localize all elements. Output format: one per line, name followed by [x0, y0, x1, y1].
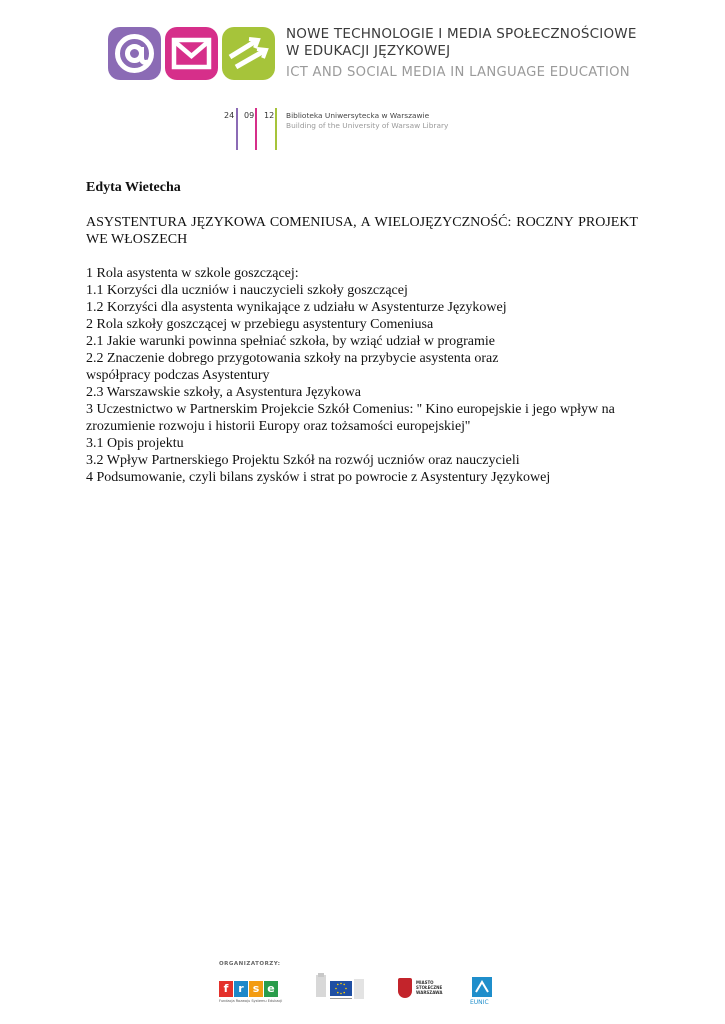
toc-item: 3 Uczestnictwo w Partnerskim Projekcie Szkół Comenius: '' Kino europejskie i jego wpływ na: [86, 402, 615, 417]
eunic-mark-icon: [472, 977, 492, 997]
conference-logo: [108, 27, 276, 80]
warsaw-city-logo: [398, 978, 448, 1004]
warsaw-crest-icon: [398, 978, 412, 998]
document-body: [86, 179, 638, 486]
toc-item: 2.3 Warszawskie szkoły, a Asystentura Językowa: [86, 385, 361, 400]
envelope-icon: [165, 27, 218, 80]
author-name: Edyta Wietecha: [86, 180, 181, 195]
eunic-label: EUNIC: [470, 999, 489, 1006]
toc-item: 2.2 Znaczenie dobrego przygotowania szkoły na przybycie asystenta oraz: [86, 351, 499, 366]
date-divider-green: [275, 108, 277, 150]
date-day: 24: [224, 111, 235, 120]
toc-item: współpracy podczas Asystentury: [86, 368, 270, 383]
toc-item: 3.2 Wpływ Partnerskiego Projektu Szkół na rozwój uczniów oraz nauczycieli: [86, 453, 520, 468]
frse-letter: r: [234, 981, 248, 997]
date-divider-purple: [236, 108, 238, 150]
toc-item: 1.2 Korzyści dla asystenta wynikające z udziału w Asystenturze Językowej: [86, 300, 507, 315]
frse-logo: [219, 979, 285, 1005]
date-divider-pink: [255, 108, 257, 150]
warsaw-city-text: MIASTO STOŁECZNE WARSZAWA: [416, 980, 443, 995]
frse-subtitle: Fundacja Rozwoju Systemu Edukacji: [219, 999, 283, 1003]
logo-tile-arrows: [222, 27, 275, 80]
venue-pl: Biblioteka Uniwersytecka w Warszawie: [286, 111, 430, 120]
toc-item: zrozumienie rozwoju i historii Europy oraz tożsamości europejskiej'': [86, 419, 471, 434]
date-month: 09: [244, 111, 255, 120]
eunic-logo: [470, 977, 494, 1007]
toc-item: 2.1 Jakie warunki powinna spełniać szkoła, by wziąć udział w programie: [86, 334, 495, 349]
toc-item: 1.1 Korzyści dla uczniów i nauczycieli szkoły goszczącej: [86, 283, 408, 298]
document-title: ASYSTENTURA JĘZYKOWA COMENIUSA, A WIELOJĘZYCZNOŚĆ: ROCZNY PROJEKT WE WŁOSZECH: [86, 215, 638, 247]
logo-tile-at: [108, 27, 161, 80]
eu-commission-logo: [314, 971, 366, 1003]
venue-en: Building of the University of Warsaw Library: [286, 121, 449, 130]
toc-item: 3.1 Opis projektu: [86, 436, 184, 451]
conference-title: [286, 26, 716, 81]
toc-item: 2 Rola szkoły goszczącej w przebiegu asystentury Comeniusa: [86, 317, 434, 332]
logo-tile-envelope: [165, 27, 218, 80]
toc-item: 4 Podsumowanie, czyli bilans zysków i strat po powrocie z Asystentury Językowej: [86, 470, 551, 485]
frse-letter: s: [249, 981, 263, 997]
date-year: 12: [264, 111, 275, 120]
organizers-label: ORGANIZATORZY:: [219, 961, 281, 967]
conference-title-pl-line1: NOWE TECHNOLOGIE I MEDIA SPOŁECZNOŚCIOWE: [286, 26, 637, 42]
table-of-contents: [86, 265, 638, 486]
at-sign-icon: [108, 27, 161, 80]
conference-title-en: ICT AND SOCIAL MEDIA IN LANGUAGE EDUCATION: [286, 65, 630, 80]
frse-letter: e: [264, 981, 278, 997]
arrows-icon: [222, 27, 275, 80]
toc-item: 1 Rola asystenta w szkole goszczącej:: [86, 266, 299, 281]
conference-title-pl-line2: W EDUKACJI JĘZYKOWEJ: [286, 43, 451, 59]
conference-venue: [286, 111, 448, 131]
eu-flag-icon: [314, 971, 366, 1003]
frse-letter: f: [219, 981, 233, 997]
